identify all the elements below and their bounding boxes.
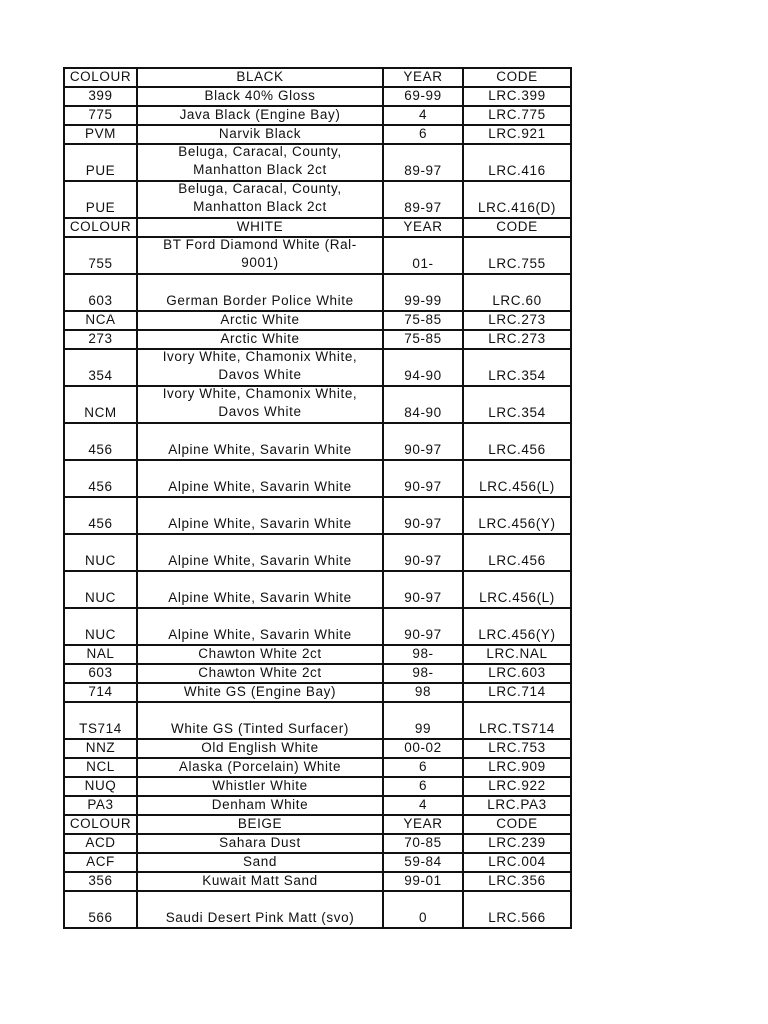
code-cell: CODE [464,69,572,86]
code-cell: LRC.004 [464,854,572,871]
year-cell: YEAR [384,219,464,236]
name-cell: Old English White [138,740,384,757]
code-cell: LRC.456 [464,535,572,570]
colour-code-table [63,67,572,929]
colour-cell: PUE [65,182,138,217]
table-row [65,331,572,350]
table-header-row [65,69,572,88]
colour-cell: 456 [65,461,138,496]
name-cell: Alpine White, Savarin White [138,535,384,570]
colour-cell: NCM [65,387,138,422]
colour-cell: PVM [65,126,138,143]
colour-cell: 456 [65,498,138,533]
table-row [65,740,572,759]
year-cell: 0 [384,892,464,927]
table-row [65,498,572,535]
code-cell: LRC.239 [464,835,572,852]
year-cell: 90-97 [384,535,464,570]
code-cell: LRC.456(Y) [464,609,572,644]
table-row [65,892,572,929]
name-cell: Beluga, Caracal, County, Manhatton Black 2ct [138,182,384,217]
code-cell: LRC.753 [464,740,572,757]
name-cell: Java Black (Engine Bay) [138,107,384,124]
colour-cell: COLOUR [65,219,138,236]
table-row [65,854,572,873]
table-row [65,461,572,498]
code-cell: LRC.356 [464,873,572,890]
year-cell: 90-97 [384,572,464,607]
colour-cell: 356 [65,873,138,890]
colour-cell: 603 [65,275,138,310]
name-cell: Alpine White, Savarin White [138,498,384,533]
name-cell: White GS (Tinted Surfacer) [138,703,384,738]
code-cell: LRC.273 [464,331,572,348]
code-cell: LRC.TS714 [464,703,572,738]
name-cell: BLACK [138,69,384,86]
year-cell: YEAR [384,816,464,833]
table-row [65,88,572,107]
code-cell: LRC.922 [464,778,572,795]
year-cell: 99-01 [384,873,464,890]
colour-cell: TS714 [65,703,138,738]
year-cell: 98- [384,665,464,682]
colour-cell: 273 [65,331,138,348]
year-cell: 98- [384,646,464,663]
colour-cell: 775 [65,107,138,124]
code-cell: LRC.566 [464,892,572,927]
code-cell: LRC.354 [464,350,572,385]
code-cell: LRC.60 [464,275,572,310]
name-cell: BEIGE [138,816,384,833]
name-cell: Arctic White [138,312,384,329]
code-cell: LRC.399 [464,88,572,105]
code-cell: LRC.456(L) [464,572,572,607]
table-row [65,107,572,126]
year-cell: 00-02 [384,740,464,757]
code-cell: LRC.714 [464,684,572,701]
table-row [65,759,572,778]
colour-cell: 755 [65,238,138,273]
year-cell: 75-85 [384,312,464,329]
colour-cell: COLOUR [65,816,138,833]
colour-cell: NAL [65,646,138,663]
table-row [65,835,572,854]
table-row [65,703,572,740]
table-header-row [65,219,572,238]
year-cell: 69-99 [384,88,464,105]
name-cell: Denham White [138,797,384,814]
year-cell: 99-99 [384,275,464,310]
name-cell: Ivory White, Chamonix White, Davos White [138,350,384,385]
table-row [65,350,572,387]
year-cell: 90-97 [384,461,464,496]
year-cell: 6 [384,778,464,795]
colour-cell: 566 [65,892,138,927]
year-cell: 89-97 [384,145,464,180]
year-cell: 84-90 [384,387,464,422]
name-cell: BT Ford Diamond White (Ral- 9001) [138,238,384,273]
name-cell: Beluga, Caracal, County, Manhatton Black 2ct [138,145,384,180]
year-cell: 89-97 [384,182,464,217]
table-row [65,778,572,797]
colour-cell: NUC [65,535,138,570]
table-row [65,572,572,609]
colour-cell: NUC [65,609,138,644]
table-row [65,535,572,572]
table-row [65,182,572,219]
code-cell: LRC.354 [464,387,572,422]
name-cell: Sand [138,854,384,871]
year-cell: 94-90 [384,350,464,385]
code-cell: LRC.775 [464,107,572,124]
name-cell: Alpine White, Savarin White [138,461,384,496]
table-row [65,646,572,665]
table-row [65,873,572,892]
year-cell: 01- [384,238,464,273]
colour-cell: NUC [65,572,138,607]
code-cell: LRC.456(L) [464,461,572,496]
colour-cell: NCA [65,312,138,329]
colour-cell: PA3 [65,797,138,814]
code-cell: LRC.PA3 [464,797,572,814]
colour-cell: 714 [65,684,138,701]
year-cell: 6 [384,126,464,143]
code-cell: LRC.755 [464,238,572,273]
name-cell: Ivory White, Chamonix White, Davos White [138,387,384,422]
code-cell: LRC.NAL [464,646,572,663]
year-cell: 98 [384,684,464,701]
colour-cell: NNZ [65,740,138,757]
table-row [65,424,572,461]
colour-cell: ACD [65,835,138,852]
colour-cell: PUE [65,145,138,180]
table-row [65,312,572,331]
code-cell: LRC.416(D) [464,182,572,217]
year-cell: 59-84 [384,854,464,871]
table-row [65,665,572,684]
name-cell: Kuwait Matt Sand [138,873,384,890]
code-cell: LRC.603 [464,665,572,682]
name-cell: Sahara Dust [138,835,384,852]
year-cell: 70-85 [384,835,464,852]
table-row [65,387,572,424]
year-cell: 6 [384,759,464,776]
name-cell: Alpine White, Savarin White [138,572,384,607]
year-cell: 75-85 [384,331,464,348]
name-cell: Whistler White [138,778,384,795]
name-cell: Saudi Desert Pink Matt (svo) [138,892,384,927]
table-row [65,145,572,182]
code-cell: LRC.921 [464,126,572,143]
table-row [65,126,572,145]
table-row [65,238,572,275]
name-cell: Narvik Black [138,126,384,143]
table-row [65,275,572,312]
name-cell: White GS (Engine Bay) [138,684,384,701]
colour-cell: NUQ [65,778,138,795]
code-cell: LRC.909 [464,759,572,776]
name-cell: Arctic White [138,331,384,348]
name-cell: Black 40% Gloss [138,88,384,105]
name-cell: WHITE [138,219,384,236]
table-row [65,797,572,816]
colour-cell: ACF [65,854,138,871]
year-cell: 90-97 [384,609,464,644]
year-cell: 4 [384,107,464,124]
colour-cell: 603 [65,665,138,682]
code-cell: LRC.456(Y) [464,498,572,533]
year-cell: 99 [384,703,464,738]
year-cell: 90-97 [384,424,464,459]
name-cell: Alpine White, Savarin White [138,609,384,644]
colour-cell: NCL [65,759,138,776]
table-row [65,684,572,703]
year-cell: 4 [384,797,464,814]
code-cell: LRC.273 [464,312,572,329]
year-cell: 90-97 [384,498,464,533]
table-header-row [65,816,572,835]
year-cell: YEAR [384,69,464,86]
name-cell: Chawton White 2ct [138,665,384,682]
code-cell: CODE [464,219,572,236]
table-row [65,609,572,646]
name-cell: German Border Police White [138,275,384,310]
code-cell: LRC.456 [464,424,572,459]
code-cell: LRC.416 [464,145,572,180]
code-cell: CODE [464,816,572,833]
colour-cell: 354 [65,350,138,385]
colour-cell: 456 [65,424,138,459]
name-cell: Chawton White 2ct [138,646,384,663]
colour-cell: COLOUR [65,69,138,86]
name-cell: Alpine White, Savarin White [138,424,384,459]
colour-cell: 399 [65,88,138,105]
name-cell: Alaska (Porcelain) White [138,759,384,776]
